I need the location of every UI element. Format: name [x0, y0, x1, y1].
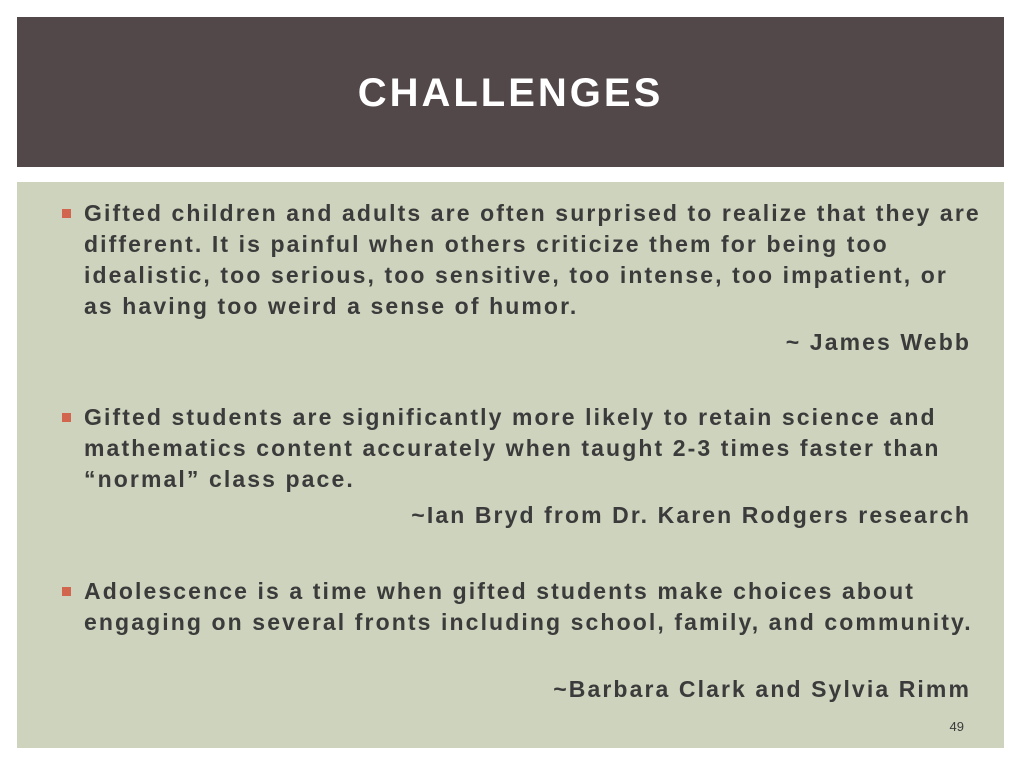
- bullet-text: Adolescence is a time when gifted students make choices about engaging on several fronts including school, family, and community.: [84, 578, 973, 635]
- bullet-square-icon: [62, 209, 71, 218]
- content-panel: [17, 182, 1004, 748]
- page-number: 49: [949, 719, 964, 734]
- bullet-square-icon: [62, 413, 71, 422]
- bullet-text: Gifted children and adults are often surprised to realize that they are different. It is painful when others criticize them for being too idealistic, too serious, too sensitive, too intense, too impatient, or as having too weird a sense of humor.: [84, 200, 981, 319]
- bullet-attribution: ~ James Webb: [785, 329, 971, 355]
- bullet-text: Gifted students are significantly more likely to retain science and mathematics content accurately when taught 2-3 times faster than “normal” class pace.: [84, 404, 941, 492]
- bullet-square-icon: [62, 587, 71, 596]
- slide-title: CHALLENGES: [357, 70, 664, 115]
- bullet-attribution: ~Barbara Clark and Sylvia Rimm: [553, 676, 971, 702]
- bullet-attribution: ~Ian Bryd from Dr. Karen Rodgers research: [411, 502, 971, 528]
- title-bar: [17, 17, 1004, 167]
